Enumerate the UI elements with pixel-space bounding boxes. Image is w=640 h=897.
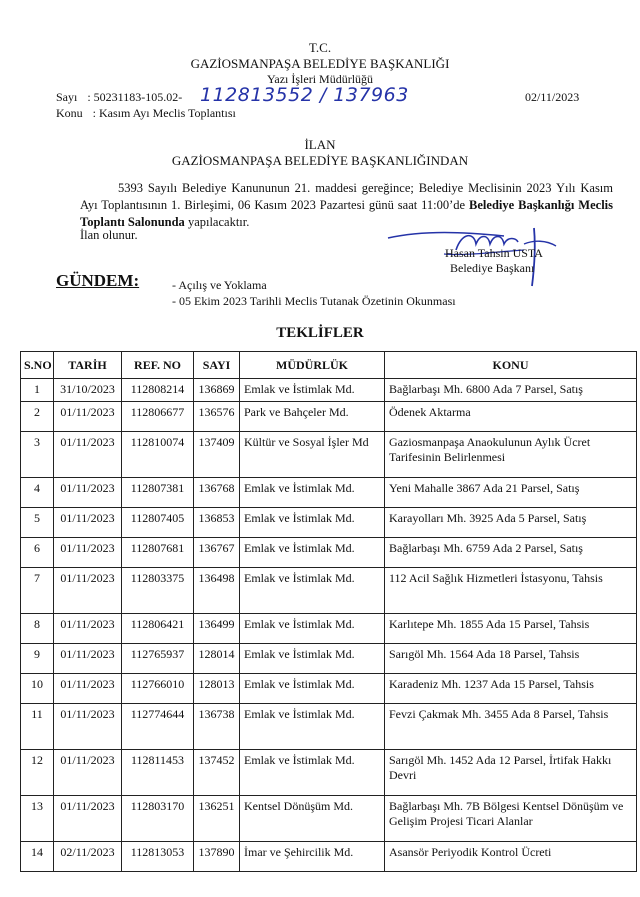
sayi-handwritten: 112813552 / 137963: [200, 84, 409, 106]
cell-ref-no: 112808214: [122, 379, 194, 402]
cell-sayi: 137452: [194, 750, 240, 796]
table-row: [21, 796, 637, 842]
column-header: TARİH: [54, 352, 122, 379]
cell-sno: 6: [21, 538, 54, 568]
cell-mudurluk: İmar ve Şehircilik Md.: [240, 842, 385, 872]
cell-ref-no: 112806677: [122, 402, 194, 432]
cell-konu: Sarıgöl Mh. 1452 Ada 12 Parsel, İrtifak Hakkı Devri: [385, 750, 637, 796]
cell-konu: Asansör Periyodik Kontrol Ücreti: [385, 842, 637, 872]
cell-sno: 10: [21, 674, 54, 704]
cell-konu: Fevzi Çakmak Mh. 3455 Ada 8 Parsel, Tahsis: [385, 704, 637, 750]
ilan-subtitle: GAZİOSMANPAŞA BELEDİYE BAŞKANLIĞINDAN: [171, 153, 469, 168]
konu-value: : Kasım Ayı Meclis Toplantısı: [92, 106, 236, 120]
cell-tarih: 31/10/2023: [54, 379, 122, 402]
cell-konu: Gaziosmanpaşa Anaokulunun Aylık Ücret Tarifesinin Belirlenmesi: [385, 432, 637, 478]
cell-mudurluk: Emlak ve İstimlak Md.: [240, 644, 385, 674]
table-row: [21, 842, 637, 872]
cell-konu: Karlıtepe Mh. 1855 Ada 15 Parsel, Tahsis: [385, 614, 637, 644]
cell-sayi: 128014: [194, 644, 240, 674]
cell-ref-no: 112765937: [122, 644, 194, 674]
sayi-label: Sayı: [56, 90, 78, 104]
cell-ref-no: 112774644: [122, 704, 194, 750]
cell-sayi: 136251: [194, 796, 240, 842]
column-header: S.NO: [21, 352, 54, 379]
cell-sayi: 136768: [194, 478, 240, 508]
cell-konu: Bağlarbaşı Mh. 6800 Ada 7 Parsel, Satış: [385, 379, 637, 402]
cell-ref-no: 112803375: [122, 568, 194, 614]
cell-ref-no: 112813053: [122, 842, 194, 872]
cell-mudurluk: Emlak ve İstimlak Md.: [240, 478, 385, 508]
cell-konu: Ödenek Aktarma: [385, 402, 637, 432]
cell-tarih: 01/11/2023: [54, 538, 122, 568]
gundem-item-1: - Açılış ve Yoklama: [172, 278, 267, 292]
cell-tarih: 01/11/2023: [54, 568, 122, 614]
cell-tarih: 01/11/2023: [54, 644, 122, 674]
teklifler-table: [20, 351, 637, 872]
cell-sayi: 136853: [194, 508, 240, 538]
cell-mudurluk: Park ve Bahçeler Md.: [240, 402, 385, 432]
cell-konu: Karadeniz Mh. 1237 Ada 15 Parsel, Tahsis: [385, 674, 637, 704]
konu-label: Konu: [56, 106, 83, 120]
cell-ref-no: 112807405: [122, 508, 194, 538]
cell-mudurluk: Emlak ve İstimlak Md.: [240, 538, 385, 568]
table-row: [21, 538, 637, 568]
cell-sayi: 136869: [194, 379, 240, 402]
cell-ref-no: 112811453: [122, 750, 194, 796]
cell-mudurluk: Emlak ve İstimlak Md.: [240, 568, 385, 614]
cell-sno: 11: [21, 704, 54, 750]
ilan-closing: İlan olunur.: [80, 228, 138, 242]
cell-konu: Karayolları Mh. 3925 Ada 5 Parsel, Satış: [385, 508, 637, 538]
cell-tarih: 01/11/2023: [54, 402, 122, 432]
cell-konu: Yeni Mahalle 3867 Ada 21 Parsel, Satış: [385, 478, 637, 508]
gundem-item-2: - 05 Ekim 2023 Tarihli Meclis Tutanak Özetinin Okunması: [172, 294, 456, 308]
column-header: SAYI: [194, 352, 240, 379]
cell-sno: 5: [21, 508, 54, 538]
cell-sayi: 136738: [194, 704, 240, 750]
signer-name: Hasan Tahsin USTA: [445, 246, 543, 260]
cell-mudurluk: Kültür ve Sosyal İşler Md: [240, 432, 385, 478]
header-dept: Yazı İşleri Müdürlüğü: [266, 72, 374, 86]
ilan-title: İLAN: [304, 137, 336, 152]
cell-sno: 13: [21, 796, 54, 842]
cell-mudurluk: Emlak ve İstimlak Md.: [240, 614, 385, 644]
cell-sayi: 136576: [194, 402, 240, 432]
cell-ref-no: 112766010: [122, 674, 194, 704]
cell-sno: 2: [21, 402, 54, 432]
cell-ref-no: 112807681: [122, 538, 194, 568]
cell-sayi: 136767: [194, 538, 240, 568]
cell-tarih: 01/11/2023: [54, 508, 122, 538]
cell-sno: 8: [21, 614, 54, 644]
cell-sayi: 137409: [194, 432, 240, 478]
table-row: [21, 614, 637, 644]
cell-sayi: 136498: [194, 568, 240, 614]
header-tc: T.C.: [308, 40, 332, 55]
cell-tarih: 02/11/2023: [54, 842, 122, 872]
header-org: GAZİOSMANPAŞA BELEDİYE BAŞKANLIĞI: [190, 56, 450, 71]
cell-sayi: 136499: [194, 614, 240, 644]
teklifler-heading: TEKLİFLER: [276, 325, 364, 341]
cell-tarih: 01/11/2023: [54, 674, 122, 704]
cell-ref-no: 112803170: [122, 796, 194, 842]
ilan-text-2: yapılacaktır.: [187, 215, 250, 229]
cell-sno: 1: [21, 379, 54, 402]
table-row: [21, 674, 637, 704]
sayi-line: [56, 90, 182, 105]
signer-title: Belediye Başkanı: [450, 261, 535, 275]
table-row: [21, 750, 637, 796]
cell-ref-no: 112806421: [122, 614, 194, 644]
cell-tarih: 01/11/2023: [54, 750, 122, 796]
cell-mudurluk: Emlak ve İstimlak Md.: [240, 379, 385, 402]
cell-sno: 7: [21, 568, 54, 614]
cell-tarih: 01/11/2023: [54, 614, 122, 644]
document-date: 02/11/2023: [525, 90, 580, 104]
gundem-heading: GÜNDEM:: [56, 271, 140, 290]
cell-mudurluk: Emlak ve İstimlak Md.: [240, 508, 385, 538]
cell-tarih: 01/11/2023: [54, 478, 122, 508]
cell-konu: 112 Acil Sağlık Hizmetleri İstasyonu, Tahsis: [385, 568, 637, 614]
cell-konu: Bağlarbaşı Mh. 6759 Ada 2 Parsel, Satış: [385, 538, 637, 568]
cell-tarih: 01/11/2023: [54, 704, 122, 750]
cell-ref-no: 112807381: [122, 478, 194, 508]
table-row: [21, 644, 637, 674]
table-header-row: [21, 352, 637, 379]
table-row: [21, 478, 637, 508]
sayi-value: : 50231183-105.02-: [87, 90, 183, 104]
cell-konu: Sarıgöl Mh. 1564 Ada 18 Parsel, Tahsis: [385, 644, 637, 674]
konu-line: [56, 106, 236, 121]
cell-sno: 4: [21, 478, 54, 508]
cell-sno: 14: [21, 842, 54, 872]
column-header: KONU: [385, 352, 637, 379]
cell-sno: 9: [21, 644, 54, 674]
column-header: MÜDÜRLÜK: [240, 352, 385, 379]
table-row: [21, 432, 637, 478]
table-row: [21, 568, 637, 614]
cell-sayi: 137890: [194, 842, 240, 872]
cell-ref-no: 112810074: [122, 432, 194, 478]
table-row: [21, 508, 637, 538]
cell-mudurluk: Emlak ve İstimlak Md.: [240, 750, 385, 796]
column-header: REF. NO: [122, 352, 194, 379]
cell-mudurluk: Kentsel Dönüşüm Md.: [240, 796, 385, 842]
cell-sayi: 128013: [194, 674, 240, 704]
cell-mudurluk: Emlak ve İstimlak Md.: [240, 704, 385, 750]
table-row: [21, 402, 637, 432]
cell-mudurluk: Emlak ve İstimlak Md.: [240, 674, 385, 704]
cell-sno: 12: [21, 750, 54, 796]
table-row: [21, 379, 637, 402]
table-row: [21, 704, 637, 750]
cell-konu: Bağlarbaşı Mh. 7B Bölgesi Kentsel Dönüşüm ve Gelişim Projesi Ticari Alanlar: [385, 796, 637, 842]
cell-tarih: 01/11/2023: [54, 796, 122, 842]
ilan-text-1: 5393 Sayılı Belediye Kanununun 21. maddesi gereğince; Belediye Meclisinin 2023 Yılı Kasım Ayı Toplantısının 1. Birleşimi, 06 Kasım 2023 Pazartesi günü saat 11:00’de: [80, 181, 613, 212]
cell-tarih: 01/11/2023: [54, 432, 122, 478]
ilan-text-bold: Belediye Başkanlığı Meclis Toplantı Salonunda: [80, 198, 614, 229]
cell-sno: 3: [21, 432, 54, 478]
